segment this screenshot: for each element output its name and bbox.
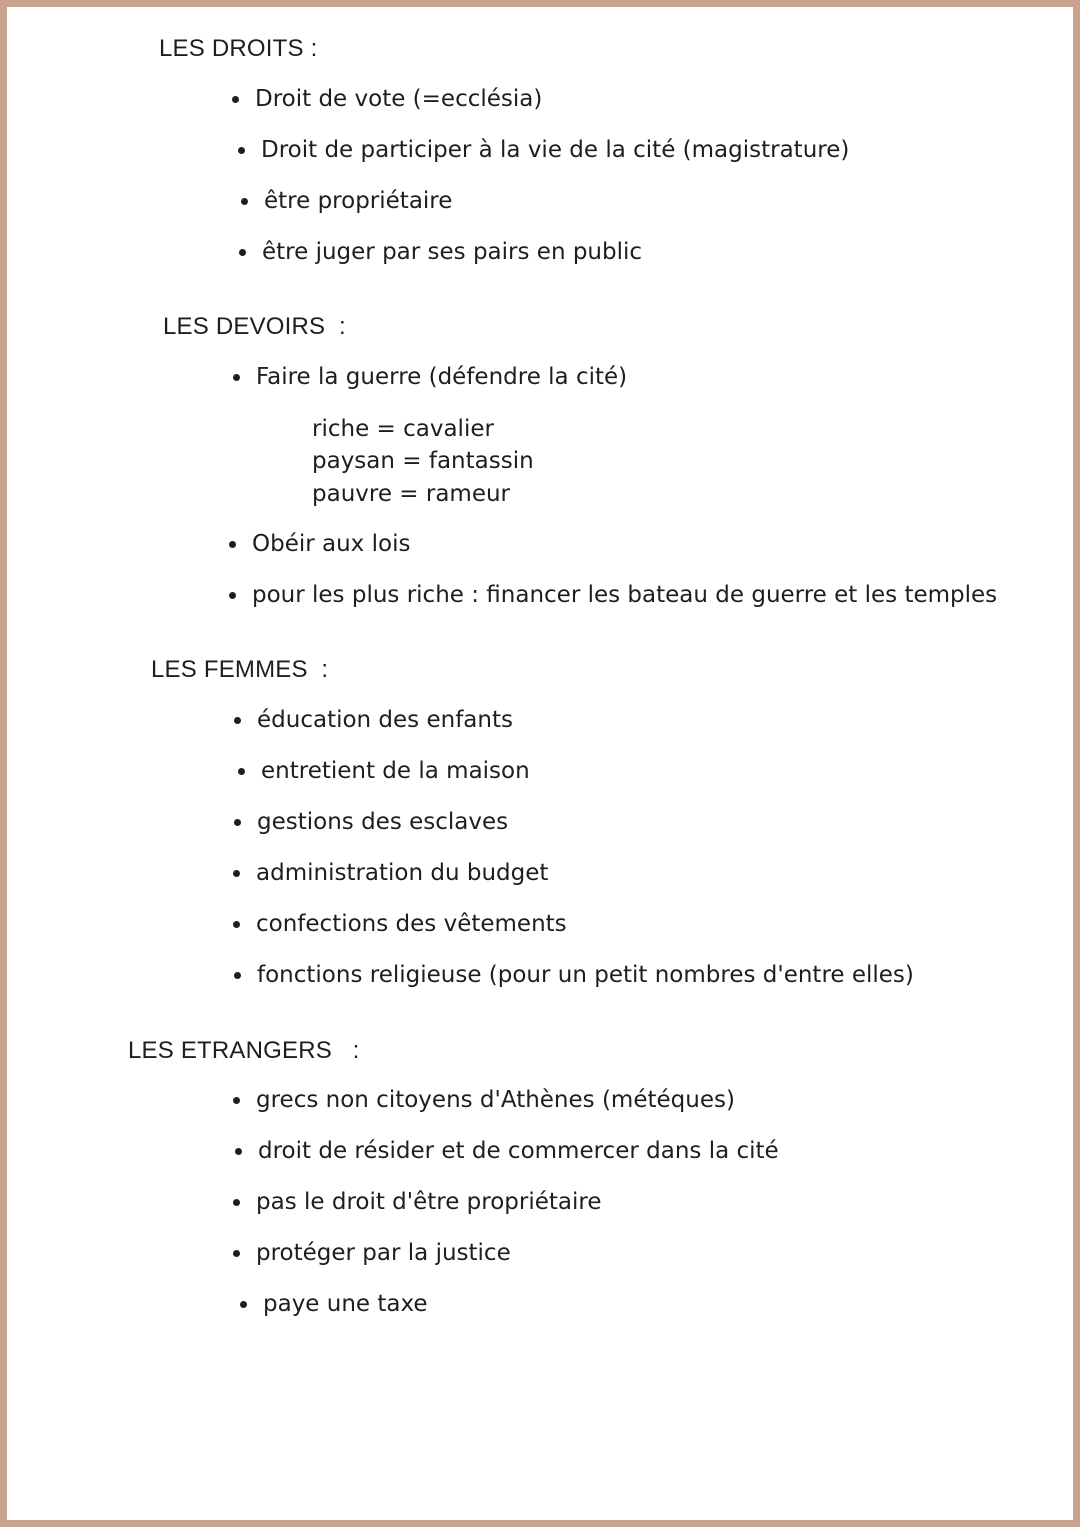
sub-list-item: paysan = fantassin bbox=[312, 448, 534, 474]
sub-list-item: pauvre = rameur bbox=[312, 481, 511, 507]
list-item: paye une taxe bbox=[263, 1291, 428, 1317]
section-heading-devoirs: LES DEVOIRS : bbox=[163, 313, 346, 340]
list-item: fonctions religieuse (pour un petit nombres d'entre elles) bbox=[257, 962, 914, 988]
list-item: grecs non citoyens d'Athènes (météques) bbox=[256, 1087, 735, 1113]
list-item: être juger par ses pairs en public bbox=[262, 239, 643, 265]
list-item: Droit de participer à la vie de la cité (magistrature) bbox=[261, 137, 850, 163]
section-heading-femmes: LES FEMMES : bbox=[151, 656, 329, 683]
list-item: droit de résider et de commercer dans la cité bbox=[258, 1138, 779, 1164]
list-item: entretient de la maison bbox=[261, 758, 530, 784]
list-item: être propriétaire bbox=[264, 188, 453, 214]
list-item: pas le droit d'être propriétaire bbox=[256, 1189, 602, 1215]
section-heading-etrangers: LES ETRANGERS : bbox=[128, 1037, 360, 1064]
list-item: Faire la guerre (défendre la cité) bbox=[256, 364, 628, 390]
list-item: éducation des enfants bbox=[257, 707, 513, 733]
list-item: pour les plus riche : financer les bateau de guerre et les temples bbox=[252, 582, 998, 608]
list-item: gestions des esclaves bbox=[257, 809, 509, 835]
list-item: Droit de vote (=ecclésia) bbox=[255, 86, 543, 112]
list-item: administration du budget bbox=[256, 860, 549, 886]
list-item: Obéir aux lois bbox=[252, 531, 411, 557]
list-item: protéger par la justice bbox=[256, 1240, 511, 1266]
section-heading-droits: LES DROITS : bbox=[159, 35, 318, 62]
list-item: confections des vêtements bbox=[256, 911, 567, 937]
sub-list-item: riche = cavalier bbox=[312, 416, 494, 442]
